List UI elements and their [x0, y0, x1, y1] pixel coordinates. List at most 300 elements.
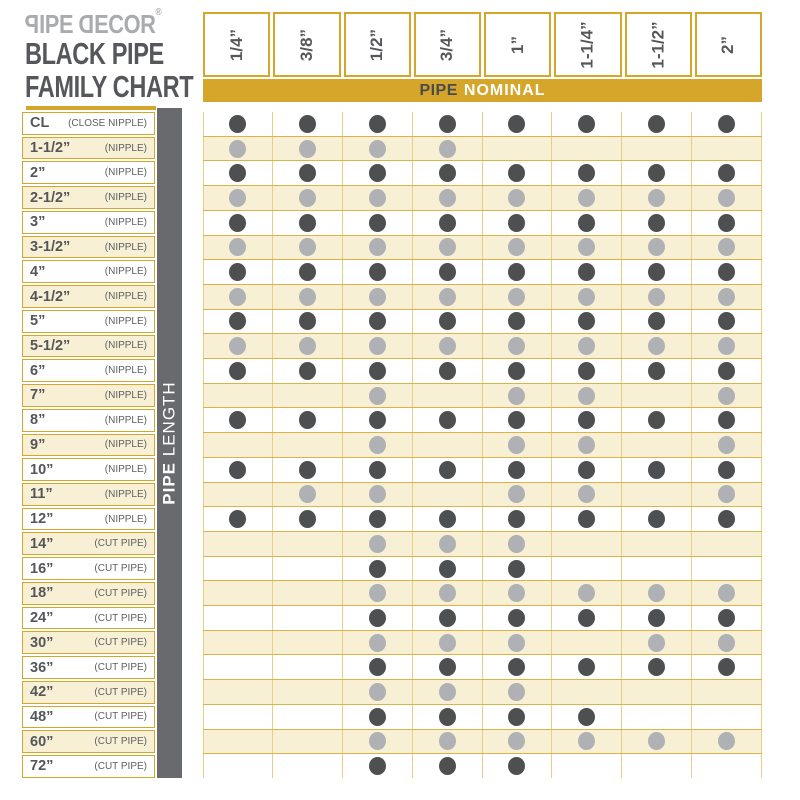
availability-dot [508, 337, 525, 355]
grid-cell-r3c6 [622, 186, 692, 210]
column-header-1 [273, 12, 340, 77]
availability-dot [718, 189, 735, 207]
availability-dot [648, 362, 665, 380]
availability-dot [439, 337, 456, 355]
grid-cell-r8c0 [203, 310, 273, 334]
grid-cell-r11c1 [273, 384, 343, 408]
grid-cell-r14c3 [413, 458, 483, 482]
availability-dot [718, 609, 735, 627]
grid-cell-r23c0 [203, 680, 273, 704]
grid-cell-r10c6 [622, 359, 692, 383]
availability-dot [299, 362, 316, 380]
row-type-label: (NIPPLE) [104, 266, 147, 278]
availability-dot [229, 214, 246, 232]
logo-letter-p-mirrored: P [25, 9, 40, 39]
grid-cell-r25c6 [622, 730, 692, 754]
availability-dot [439, 732, 456, 750]
row-type-label: (NIPPLE) [104, 291, 147, 302]
availability-dot [369, 485, 386, 503]
row-label-18 [22, 557, 155, 580]
grid-cell-r4c3 [413, 211, 483, 235]
grid-cell-r23c2 [343, 680, 413, 704]
column-header-0 [203, 12, 270, 77]
grid-row-6 [203, 260, 762, 284]
grid-cell-r13c2 [343, 433, 413, 457]
grid-cell-r14c1 [273, 458, 343, 482]
availability-dot [508, 757, 525, 775]
grid-cell-r7c3 [413, 285, 483, 309]
row-label-25 [22, 730, 155, 753]
row-size-label: 4-1/2” [30, 288, 71, 305]
grid-cell-r26c6 [622, 754, 692, 778]
availability-dot [718, 411, 735, 429]
column-header-label: 2” [718, 35, 738, 54]
grid-cell-r2c2 [343, 161, 413, 185]
grid-cell-r26c0 [203, 754, 273, 778]
availability-dot [369, 115, 386, 133]
grid-cell-r11c6 [622, 384, 692, 408]
row-size-label: 12” [30, 511, 54, 528]
row-type-label: (CUT PIPE) [94, 711, 147, 723]
grid-cell-r0c3 [413, 112, 483, 136]
availability-dot [648, 732, 665, 750]
row-size-label: 11” [30, 486, 53, 503]
row-size-label: 7” [30, 387, 46, 404]
grid-cell-r9c7 [692, 334, 762, 358]
grid-cell-r23c1 [273, 680, 343, 704]
availability-dot [508, 658, 525, 676]
availability-dot [718, 732, 735, 750]
row-size-label: 6” [30, 362, 46, 379]
availability-dot [369, 634, 386, 652]
grid-cell-r25c2 [343, 730, 413, 754]
availability-dot [299, 461, 316, 479]
row-size-label: 10” [30, 461, 54, 478]
grid-cell-r2c1 [273, 161, 343, 185]
grid-cell-r18c1 [273, 557, 343, 581]
row-label-8 [22, 310, 155, 333]
grid-cell-r26c2 [343, 754, 413, 778]
row-label-15 [22, 483, 155, 506]
availability-dot [578, 584, 595, 602]
availability-dot [369, 658, 386, 676]
grid-cell-r5c1 [273, 236, 343, 260]
grid-cell-r16c2 [343, 507, 413, 531]
grid-row-17 [203, 531, 762, 557]
availability-dot [648, 189, 665, 207]
grid-cell-r9c0 [203, 334, 273, 358]
availability-dot [508, 560, 525, 578]
grid-cell-r7c5 [552, 285, 622, 309]
availability-dot [369, 337, 386, 355]
pipe-length-bar [157, 108, 182, 778]
grid-cell-r8c1 [273, 310, 343, 334]
grid-cell-r6c6 [622, 260, 692, 284]
availability-dot [718, 238, 735, 256]
availability-dot [369, 214, 386, 232]
grid-cell-r24c5 [552, 705, 622, 729]
availability-dot [718, 164, 735, 182]
availability-dot [369, 312, 386, 330]
grid-cell-r10c7 [692, 359, 762, 383]
availability-dot [718, 115, 735, 133]
availability-dot [369, 362, 386, 380]
grid-row-14 [203, 458, 762, 482]
availability-dot [369, 189, 386, 207]
grid-cell-r2c0 [203, 161, 273, 185]
availability-dot [439, 584, 456, 602]
grid-cell-r16c3 [413, 507, 483, 531]
availability-dot [508, 609, 525, 627]
grid-cell-r2c4 [483, 161, 553, 185]
grid-row-10 [203, 359, 762, 383]
grid-cell-r21c0 [203, 631, 273, 655]
availability-dot [578, 411, 595, 429]
availability-dot [718, 461, 735, 479]
grid-cell-r22c3 [413, 655, 483, 679]
grid-cell-r2c7 [692, 161, 762, 185]
availability-dot [578, 658, 595, 676]
grid-cell-r5c2 [343, 236, 413, 260]
grid-cell-r12c1 [273, 408, 343, 432]
availability-dot [369, 510, 386, 528]
column-header-7 [695, 12, 762, 77]
row-label-7 [22, 285, 155, 308]
availability-dot [508, 461, 525, 479]
grid-cell-r10c0 [203, 359, 273, 383]
grid-cell-r19c3 [413, 581, 483, 605]
row-type-label: (CUT PIPE) [94, 587, 147, 599]
grid-cell-r13c5 [552, 433, 622, 457]
availability-dot [299, 238, 316, 256]
availability-dot [578, 214, 595, 232]
grid-cell-r22c5 [552, 655, 622, 679]
grid-cell-r19c6 [622, 581, 692, 605]
availability-dot [229, 140, 246, 158]
row-label-11 [22, 384, 155, 407]
availability-dot [648, 312, 665, 330]
grid-cell-r21c1 [273, 631, 343, 655]
row-size-label: 36” [30, 659, 54, 676]
availability-dot [508, 732, 525, 750]
availability-dot [229, 263, 246, 281]
grid-row-18 [203, 557, 762, 581]
grid-cell-r12c3 [413, 408, 483, 432]
grid-cell-r7c7 [692, 285, 762, 309]
availability-dot [508, 584, 525, 602]
availability-dot [439, 535, 456, 553]
row-size-label: 9” [30, 436, 46, 453]
row-size-label: 72” [30, 758, 54, 775]
grid-cell-r9c2 [343, 334, 413, 358]
grid-cell-r15c0 [203, 483, 273, 507]
availability-dot [229, 411, 246, 429]
grid-cell-r2c6 [622, 161, 692, 185]
row-size-label: 5” [30, 313, 46, 330]
availability-dot [229, 510, 246, 528]
grid-cell-r16c4 [483, 507, 553, 531]
grid-cell-r26c1 [273, 754, 343, 778]
grid-cell-r2c3 [413, 161, 483, 185]
grid-cell-r0c4 [483, 112, 553, 136]
grid-cell-r17c1 [273, 532, 343, 556]
availability-dot [578, 609, 595, 627]
grid-row-7 [203, 284, 762, 310]
chart-title-line2: FAMILY CHART [25, 69, 194, 104]
grid-cell-r9c6 [622, 334, 692, 358]
availability-dot [299, 411, 316, 429]
availability-dot [648, 634, 665, 652]
availability-dot [439, 560, 456, 578]
availability-dot [369, 461, 386, 479]
availability-dot [369, 560, 386, 578]
grid-cell-r16c0 [203, 507, 273, 531]
availability-dot [508, 312, 525, 330]
grid-cell-r12c2 [343, 408, 413, 432]
row-type-label: (CUT PIPE) [94, 538, 147, 550]
column-header-3 [414, 12, 481, 77]
row-type-label: (NIPPLE) [104, 389, 147, 401]
grid-cell-r20c2 [343, 606, 413, 630]
grid-cell-r19c7 [692, 581, 762, 605]
grid-row-9 [203, 333, 762, 359]
grid-cell-r18c0 [203, 557, 273, 581]
grid-cell-r25c5 [552, 730, 622, 754]
grid-cell-r18c2 [343, 557, 413, 581]
grid-cell-r20c3 [413, 606, 483, 630]
availability-dot [369, 609, 386, 627]
grid-cell-r22c7 [692, 655, 762, 679]
column-header-label: 1/4” [226, 28, 246, 61]
pipe-nominal-column-headers [203, 12, 762, 77]
availability-grid [203, 112, 762, 778]
grid-cell-r17c7 [692, 532, 762, 556]
row-type-label: (NIPPLE) [104, 439, 147, 451]
row-type-label: (NIPPLE) [104, 192, 147, 204]
availability-dot [508, 510, 525, 528]
grid-row-19 [203, 580, 762, 606]
availability-dot [648, 238, 665, 256]
availability-dot [578, 337, 595, 355]
grid-cell-r18c5 [552, 557, 622, 581]
grid-cell-r24c3 [413, 705, 483, 729]
row-type-label: (CUT PIPE) [94, 662, 147, 674]
column-header-4 [484, 12, 551, 77]
grid-cell-r0c7 [692, 112, 762, 136]
grid-cell-r6c2 [343, 260, 413, 284]
availability-dot [369, 263, 386, 281]
grid-cell-r3c5 [552, 186, 622, 210]
grid-cell-r13c0 [203, 433, 273, 457]
grid-cell-r14c5 [552, 458, 622, 482]
grid-cell-r9c4 [483, 334, 553, 358]
grid-cell-r1c5 [552, 137, 622, 161]
row-label-4 [22, 211, 155, 234]
grid-cell-r5c0 [203, 236, 273, 260]
grid-cell-r23c3 [413, 680, 483, 704]
availability-dot [508, 485, 525, 503]
grid-cell-r5c4 [483, 236, 553, 260]
row-label-13 [22, 434, 155, 457]
grid-cell-r25c7 [692, 730, 762, 754]
availability-dot [578, 461, 595, 479]
row-label-2 [22, 161, 155, 184]
availability-dot [299, 312, 316, 330]
grid-cell-r17c2 [343, 532, 413, 556]
grid-cell-r25c0 [203, 730, 273, 754]
row-size-label: 5-1/2” [30, 337, 71, 354]
row-size-label: 3” [30, 214, 46, 231]
row-type-label: (CUT PIPE) [94, 612, 147, 624]
grid-cell-r18c4 [483, 557, 553, 581]
availability-dot [508, 535, 525, 553]
availability-dot [439, 634, 456, 652]
row-label-10 [22, 359, 155, 382]
availability-dot [369, 683, 386, 701]
column-header-5 [554, 12, 621, 77]
grid-cell-r25c1 [273, 730, 343, 754]
availability-dot [718, 510, 735, 528]
grid-cell-r20c4 [483, 606, 553, 630]
grid-cell-r3c7 [692, 186, 762, 210]
grid-cell-r5c5 [552, 236, 622, 260]
grid-cell-r4c6 [622, 211, 692, 235]
grid-cell-r17c5 [552, 532, 622, 556]
row-type-label: (CUT PIPE) [94, 760, 147, 772]
availability-dot [508, 634, 525, 652]
grid-cell-r1c6 [622, 137, 692, 161]
grid-row-2 [203, 161, 762, 185]
grid-cell-r24c2 [343, 705, 413, 729]
logo-letter-d-mirrored: D [78, 9, 95, 39]
grid-cell-r8c2 [343, 310, 413, 334]
availability-dot [369, 238, 386, 256]
availability-dot [299, 510, 316, 528]
grid-cell-r0c5 [552, 112, 622, 136]
availability-dot [369, 757, 386, 775]
availability-dot [299, 164, 316, 182]
availability-dot [299, 337, 316, 355]
grid-cell-r24c6 [622, 705, 692, 729]
row-type-label: (NIPPLE) [104, 513, 147, 525]
row-label-19 [22, 582, 155, 605]
grid-cell-r23c5 [552, 680, 622, 704]
grid-cell-r16c6 [622, 507, 692, 531]
row-type-label: (NIPPLE) [104, 241, 147, 253]
row-type-label: (CLOSE NIPPLE) [68, 117, 147, 129]
availability-dot [299, 140, 316, 158]
row-size-label: 18” [30, 585, 54, 602]
grid-cell-r20c6 [622, 606, 692, 630]
grid-cell-r9c1 [273, 334, 343, 358]
grid-cell-r8c3 [413, 310, 483, 334]
availability-dot [508, 683, 525, 701]
grid-cell-r1c7 [692, 137, 762, 161]
availability-dot [578, 732, 595, 750]
availability-dot [229, 189, 246, 207]
grid-cell-r11c0 [203, 384, 273, 408]
row-size-label: 48” [30, 708, 54, 725]
grid-cell-r22c4 [483, 655, 553, 679]
grid-cell-r2c5 [552, 161, 622, 185]
grid-cell-r16c1 [273, 507, 343, 531]
grid-cell-r14c4 [483, 458, 553, 482]
availability-dot [439, 140, 456, 158]
availability-dot [718, 312, 735, 330]
column-header-label: 1-1/4” [577, 20, 597, 69]
grid-cell-r19c1 [273, 581, 343, 605]
column-header-2 [344, 12, 411, 77]
availability-dot [299, 189, 316, 207]
availability-dot [439, 115, 456, 133]
grid-cell-r21c2 [343, 631, 413, 655]
row-size-label: 8” [30, 412, 46, 429]
grid-cell-r3c3 [413, 186, 483, 210]
grid-cell-r19c0 [203, 581, 273, 605]
grid-cell-r15c2 [343, 483, 413, 507]
row-type-label: (NIPPLE) [104, 414, 147, 426]
grid-cell-r6c7 [692, 260, 762, 284]
grid-cell-r11c3 [413, 384, 483, 408]
availability-dot [439, 510, 456, 528]
grid-cell-r19c4 [483, 581, 553, 605]
grid-row-16 [203, 507, 762, 531]
column-header-label: 3/4” [437, 28, 457, 61]
grid-cell-r7c0 [203, 285, 273, 309]
availability-dot [299, 263, 316, 281]
availability-dot [369, 387, 386, 405]
column-header-label: 1-1/2” [648, 20, 668, 69]
availability-dot [369, 140, 386, 158]
grid-cell-r24c0 [203, 705, 273, 729]
availability-dot [508, 164, 525, 182]
grid-cell-r11c7 [692, 384, 762, 408]
availability-dot [578, 436, 595, 454]
grid-cell-r4c5 [552, 211, 622, 235]
grid-cell-r15c3 [413, 483, 483, 507]
row-size-label: 2-1/2” [30, 189, 71, 206]
availability-dot [508, 189, 525, 207]
availability-dot [648, 510, 665, 528]
availability-dot [578, 189, 595, 207]
row-label-12 [22, 409, 155, 432]
grid-cell-r24c7 [692, 705, 762, 729]
grid-cell-r10c3 [413, 359, 483, 383]
grid-cell-r21c6 [622, 631, 692, 655]
availability-dot [508, 214, 525, 232]
availability-dot [439, 609, 456, 627]
availability-dot [578, 387, 595, 405]
availability-dot [578, 312, 595, 330]
availability-dot [718, 485, 735, 503]
row-label-5 [22, 236, 155, 259]
logo-text: IPE [39, 9, 74, 39]
availability-dot [578, 708, 595, 726]
grid-cell-r7c1 [273, 285, 343, 309]
grid-cell-r9c3 [413, 334, 483, 358]
availability-dot [439, 214, 456, 232]
grid-cell-r12c0 [203, 408, 273, 432]
grid-cell-r5c7 [692, 236, 762, 260]
pipe-length-label: PIPE LENGTH [159, 381, 179, 505]
availability-dot [578, 238, 595, 256]
grid-cell-r5c6 [622, 236, 692, 260]
availability-dot [508, 708, 525, 726]
grid-cell-r23c4 [483, 680, 553, 704]
availability-dot [578, 288, 595, 306]
grid-cell-r11c5 [552, 384, 622, 408]
availability-dot [229, 312, 246, 330]
